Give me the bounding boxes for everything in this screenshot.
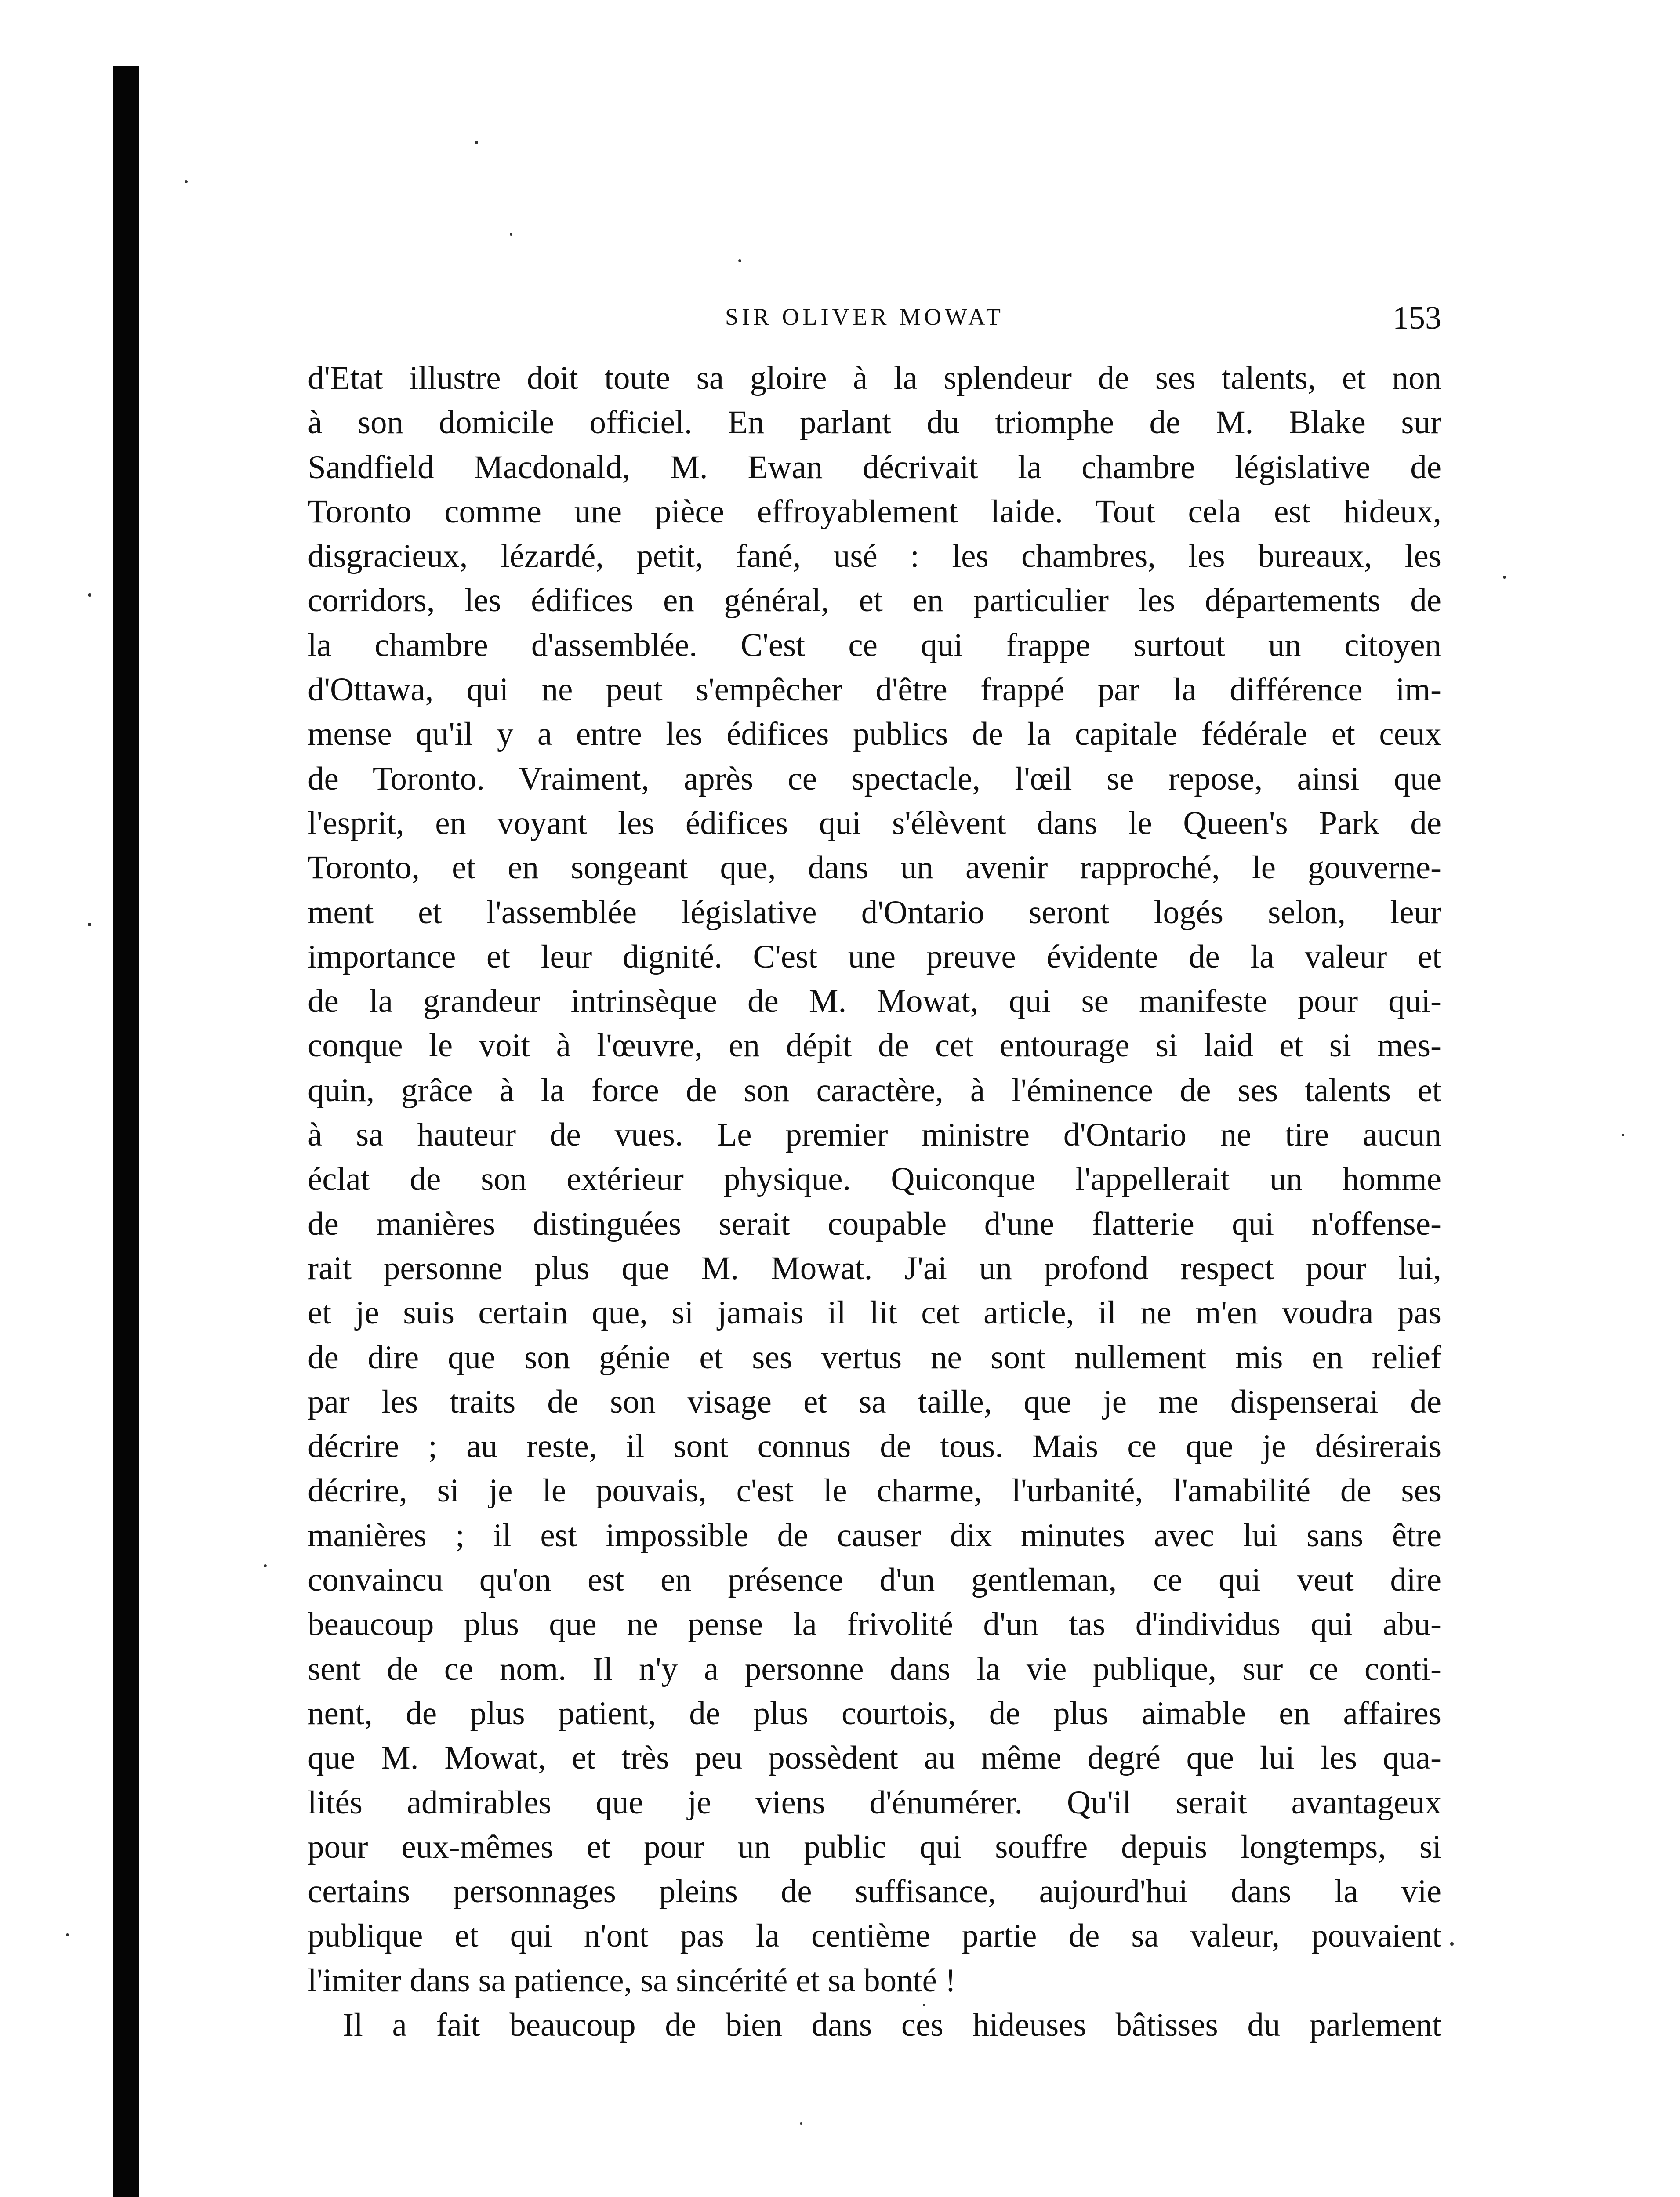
text-line: de la grandeur intrinsèque de M. Mowat, qui se manifeste pour qui- [308,983,1441,1020]
text-line: à sa hauteur de vues. Le premier ministre d'Ontario ne tire aucun [308,1117,1441,1153]
text-line: certains personnages pleins de suffisance, aujourd'hui dans la vie [308,1873,1441,1910]
text-line: la chambre d'assemblée. C'est ce qui frappe surtout un citoyen [308,627,1441,663]
text-line: ment et l'assemblée législative d'Ontario seront logés selon, leur [308,894,1441,931]
text-line: disgracieux, lézardé, petit, fané, usé : les chambres, les bureaux, les [308,538,1441,575]
text-line: importance et leur dignité. C'est une preuve évidente de la valeur et [308,938,1441,975]
text-line: l'imiter dans sa patience, sa sincérité et sa bonté ! [308,1962,956,1999]
text-line: Il a fait beaucoup de bien dans ces hideuses bâtisses du parlement [343,2006,1441,2043]
text-line: d'Ottawa, qui ne peut s'empêcher d'être frappé par la différence im- [308,671,1441,708]
text-line: sent de ce nom. Il n'y a personne dans la vie publique, sur ce conti- [308,1650,1441,1687]
page-number: 153 [1393,300,1441,336]
page-header [308,300,1441,343]
text-line: à son domicile officiel. En parlant du triomphe de M. Blake sur [308,404,1441,441]
text-line: Toronto comme une pièce effroyablement laide. Tout cela est hideux, [308,493,1441,530]
text-line: d'Etat illustre doit toute sa gloire à la splendeur de ses talents, et non [308,360,1441,396]
text-line: que M. Mowat, et très peu possèdent au même degré que lui les qua- [308,1740,1441,1776]
text-line: nent, de plus patient, de plus courtois, de plus aimable en affaires [308,1695,1441,1732]
text-line: mense qu'il y a entre les édifices publics de la capitale fédérale et ceux [308,716,1441,753]
text-line: lités admirables que je viens d'énumérer. Qu'il serait avantageux [308,1784,1441,1821]
text-line: décrire, si je le pouvais, c'est le charme, l'urbanité, l'amabilité de ses [308,1472,1441,1509]
book-binding-edge [113,66,139,2197]
body-text [308,356,1441,2047]
text-line: Sandfield Macdonald, M. Ewan décrivait la chambre législative de [308,449,1441,486]
text-line: conque le voit à l'œuvre, en dépit de cet entourage si laid et si mes- [308,1027,1441,1064]
text-line: de manières distinguées serait coupable d'une flatterie qui n'offense- [308,1205,1441,1242]
text-line: l'esprit, en voyant les édifices qui s'élèvent dans le Queen's Park de [308,805,1441,841]
text-line: de dire que son génie et ses vertus ne sont nullement mis en relief [308,1339,1441,1376]
running-head: SIR OLIVER MOWAT [725,304,1004,330]
text-line: quin, grâce à la force de son caractère, à l'éminence de ses talents et [308,1072,1441,1109]
text-line: de Toronto. Vraiment, après ce spectacle, l'œil se repose, ainsi que [308,760,1441,797]
text-line: publique et qui n'ont pas la centième partie de sa valeur, pouvaient [308,1918,1441,1954]
text-line: Toronto, et en songeant que, dans un avenir rapproché, le gouverne- [308,849,1441,886]
text-line: et je suis certain que, si jamais il lit cet article, il ne m'en voudra pas [308,1294,1441,1331]
text-line: décrire ; au reste, il sont connus de tous. Mais ce que je désirerais [308,1428,1441,1465]
text-line: beaucoup plus que ne pense la frivolité d'un tas d'individus qui abu- [308,1606,1441,1643]
text-line: manières ; il est impossible de causer dix minutes avec lui sans être [308,1517,1441,1554]
text-line: pour eux-mêmes et pour un public qui souffre depuis longtemps, si [308,1828,1441,1865]
text-line: éclat de son extérieur physique. Quiconque l'appellerait un homme [308,1161,1441,1198]
text-line: corridors, les édifices en général, et en particulier les départements de [308,582,1441,619]
text-line: rait personne plus que M. Mowat. J'ai un profond respect pour lui, [308,1250,1441,1287]
text-line: par les traits de son visage et sa taille, que je me dispenserai de [308,1383,1441,1420]
text-line: convaincu qu'on est en présence d'un gentleman, ce qui veut dire [308,1562,1441,1599]
